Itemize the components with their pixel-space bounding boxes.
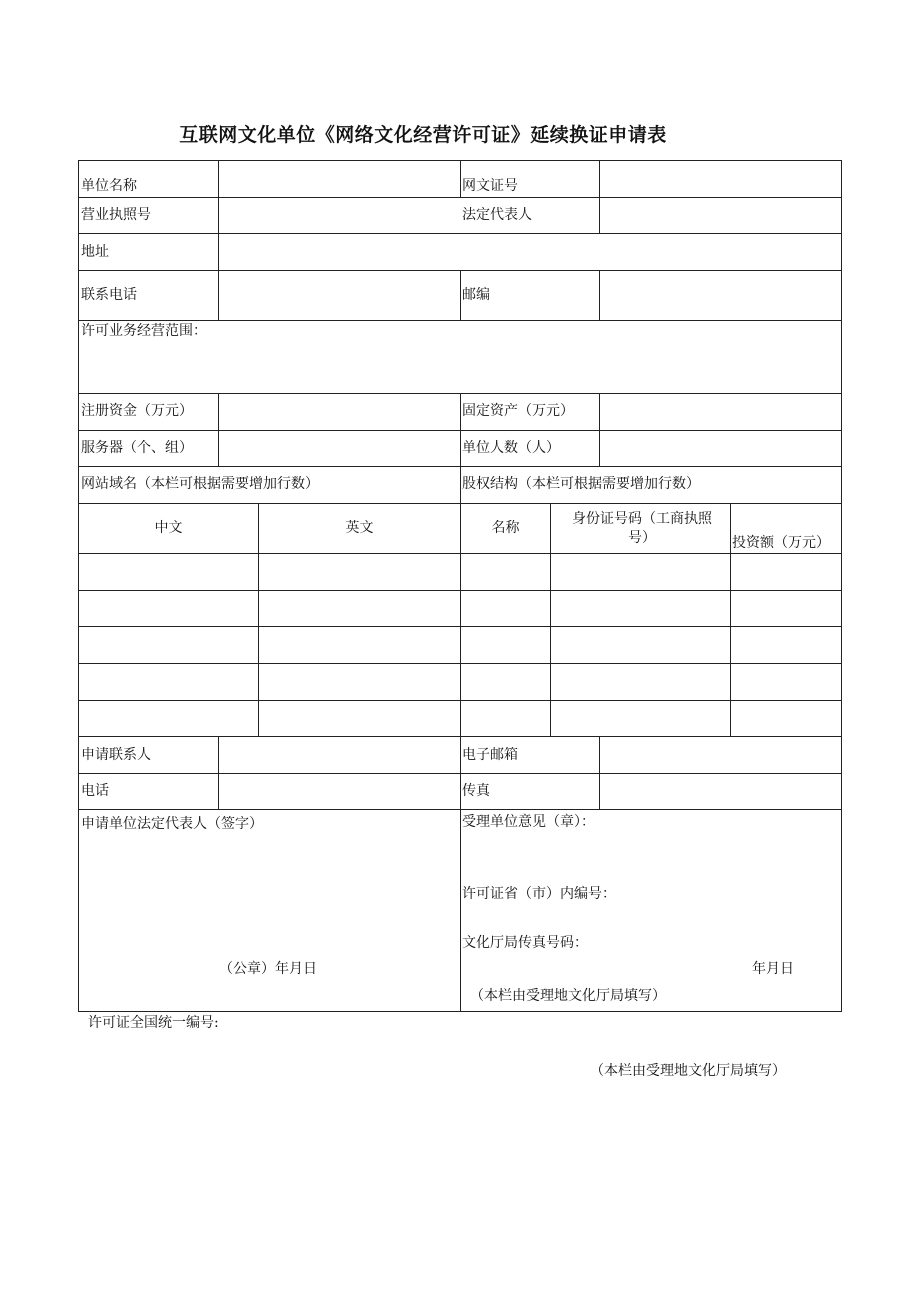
col-line — [599, 160, 600, 233]
col-line — [460, 393, 461, 466]
col-line — [218, 160, 219, 320]
label-review-note: （本栏由受理地文化厅局填写） — [470, 988, 666, 1004]
col-line — [599, 736, 600, 809]
label-address: 地址 — [81, 244, 109, 260]
footer-note: （本栏由受理地文化厅局填写） — [590, 1063, 786, 1079]
label-phone: 联系电话 — [81, 287, 137, 303]
form-border-left — [78, 160, 79, 1012]
column-header-english: 英文 — [345, 520, 374, 536]
col-line — [599, 393, 600, 466]
label-fax: 传真 — [462, 783, 490, 799]
col-line — [460, 466, 461, 1012]
label-registered-capital: 注册资金（万元） — [81, 403, 193, 419]
label-legal-rep-signature: 申请单位法定代表人（签字） — [81, 816, 263, 832]
label-bureau-fax: 文化厅局传真号码： — [462, 935, 588, 951]
label-contact-person: 申请联系人 — [81, 747, 151, 763]
label-website-domains: 网站域名（本栏可根据需要增加行数） — [81, 476, 319, 492]
label-national-license-no: 许可证全国统一编号: — [88, 1015, 219, 1031]
label-fixed-assets: 固定资产（万元） — [462, 403, 574, 419]
col-line — [550, 503, 551, 737]
label-seal-date: （公章）年月日 — [219, 961, 317, 977]
label-legal-rep: 法定代表人 — [462, 207, 532, 223]
col-line — [460, 270, 461, 320]
col-line — [599, 270, 600, 320]
row-line — [78, 197, 842, 198]
label-unit-name: 单位名称 — [81, 178, 137, 194]
label-review-opinion: 受理单位意见（章）： — [462, 814, 595, 830]
column-header-investment: 投资额（万元） — [732, 535, 830, 551]
col-line — [258, 503, 259, 737]
column-header-chinese: 中文 — [154, 520, 183, 536]
label-servers: 服务器（个、组） — [81, 440, 193, 456]
row-line — [78, 233, 842, 234]
label-business-scope: 许可业务经营范围： — [81, 323, 207, 339]
row-line — [78, 320, 842, 321]
label-email: 电子邮箱 — [462, 747, 518, 763]
column-header-name: 名称 — [491, 520, 520, 536]
col-line — [730, 503, 731, 737]
application-form — [78, 160, 842, 1011]
label-business-license: 营业执照号 — [81, 207, 151, 223]
label-license-province-no: 许可证省（市）内编号： — [462, 886, 616, 902]
col-line — [218, 736, 219, 809]
form-border-right — [841, 160, 842, 1012]
col-line — [460, 160, 461, 197]
label-postcode: 邮编 — [462, 287, 490, 303]
column-header-id-number: 身份证号码（工商执照号） — [572, 511, 712, 546]
label-equity-structure: 股权结构（本栏可根据需要增加行数） — [462, 476, 700, 492]
form-title: 互联网文化单位《网络文化经营许可证》延续换证申请表 — [179, 124, 667, 146]
col-line — [218, 393, 219, 466]
label-tel: 电话 — [81, 783, 109, 799]
label-staff-count: 单位人数（人） — [462, 440, 560, 456]
label-review-date: 年月日 — [752, 961, 794, 977]
label-net-culture-no: 网文证号 — [462, 178, 518, 194]
